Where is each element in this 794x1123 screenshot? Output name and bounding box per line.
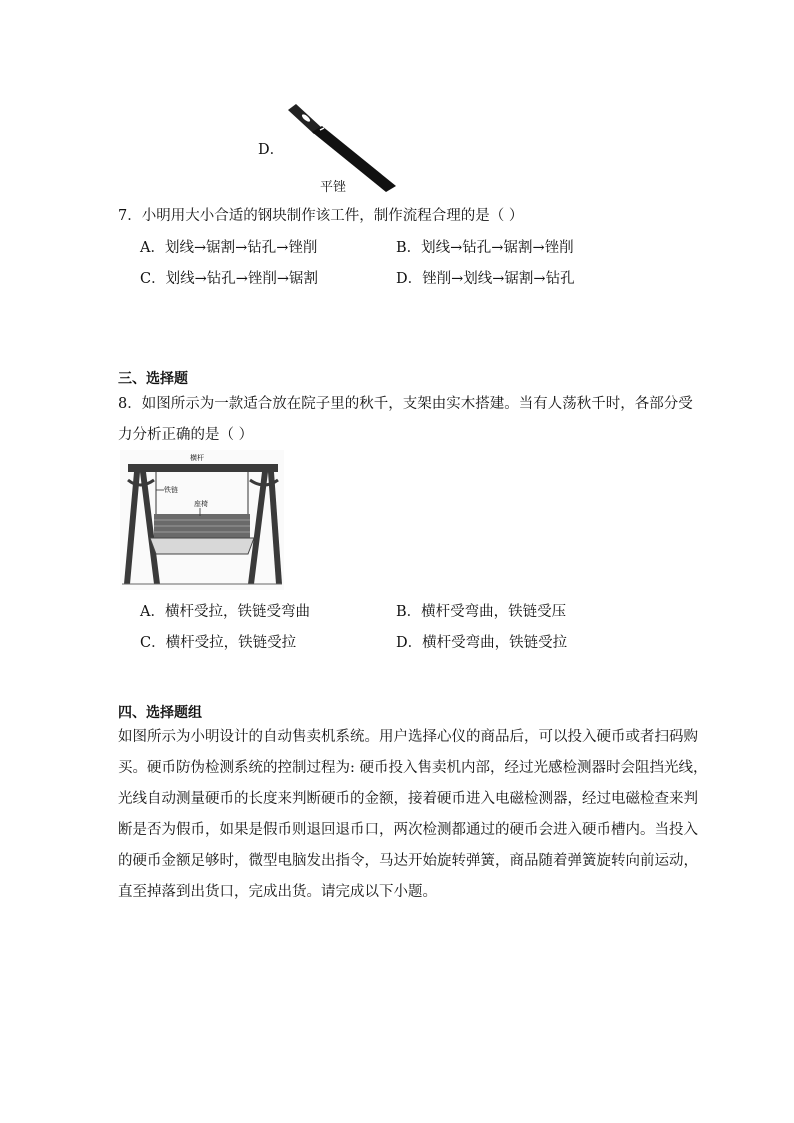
swing-label-crossbar: 横杆: [190, 454, 204, 462]
section-4-paragraph-line-2: 买。硬币防伪检测系统的控制过程为: 硬币投入售卖机内部，经过光感检测器时会阻挡光线，: [118, 760, 708, 776]
q7-stem: 7．小明用大小合适的钢块制作该工件，制作流程合理的是（ ）: [118, 208, 524, 224]
section-4-paragraph-line-1: 如图所示为小明设计的自动售卖机系统。用户选择心仪的商品后，可以投入硬币或者扫码购: [118, 729, 698, 745]
section-4-paragraph-line-3: 光线自动测量硬币的长度来判断硬币的金额，接着硬币进入电磁检测器，经过电磁检查来判: [118, 791, 698, 807]
section-3-title: 三、选择题: [118, 371, 188, 387]
q8-option-b[interactable]: B．横杆受弯曲，铁链受压: [396, 604, 567, 620]
q7-option-c[interactable]: C．划线→钻孔→锉削→锯割: [140, 271, 319, 287]
section-4-paragraph-line-4: 断是否为假币，如果是假币则退回退币口，两次检测都通过的硬币会进入硬币槽内。当投入: [118, 822, 698, 838]
q8-option-d[interactable]: D．横杆受弯曲，铁链受拉: [396, 635, 568, 651]
q7-option-b[interactable]: B．划线→钻孔→锯割→锉削: [396, 240, 574, 256]
swing-figure: [120, 450, 284, 590]
q7-option-d[interactable]: D．锉削→划线→锯割→钻孔: [396, 271, 575, 287]
section-4-paragraph-line-5: 的硬币金额足够时，微型电脑发出指令，马达开始旋转弹簧，商品随着弹簧旋转向前运动，: [118, 853, 698, 869]
q8-option-c[interactable]: C．横杆受拉，铁链受拉: [140, 635, 297, 651]
q6-option-d-label: D．: [258, 142, 285, 158]
flat-file-caption: 平锉: [320, 180, 347, 195]
swing-label-seat: 座椅: [194, 500, 208, 508]
swing-label-chain: 铁链: [164, 486, 178, 494]
flat-file-image: [282, 100, 412, 195]
q7-option-a[interactable]: A．划线→锯割→钻孔→锉削: [140, 240, 318, 256]
section-4-paragraph-line-6: 直至掉落到出货口，完成出货。请完成以下小题。: [118, 884, 437, 900]
q8-stem-line1: 8．如图所示为一款适合放在院子里的秋千，支架由实木搭建。当有人荡秋千时，各部分受: [118, 396, 693, 412]
q8-option-a[interactable]: A．横杆受拉，铁链受弯曲: [140, 604, 310, 620]
section-4-title: 四、选择题组: [118, 705, 202, 721]
q8-stem-line2: 力分析正确的是（ ）: [118, 427, 254, 443]
